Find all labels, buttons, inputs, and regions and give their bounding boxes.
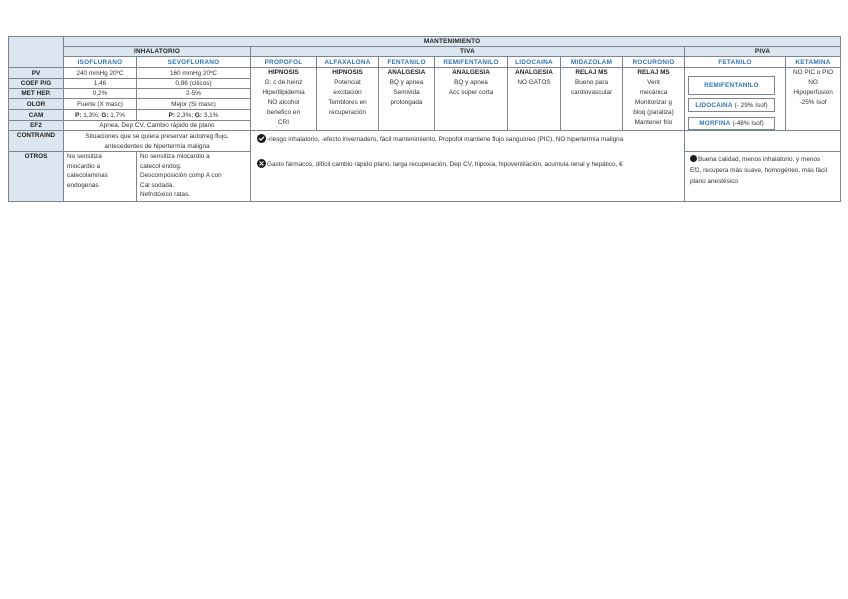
isoflurano-otros (64, 152, 137, 202)
check-circle-icon (257, 134, 266, 143)
propofol-note: G: c de heinz (264, 79, 303, 86)
alfaxalona-note: recuperación (329, 109, 366, 116)
isoflurano-met: 0,2% (64, 89, 137, 99)
remifentanilo-note: Acc super corta (448, 89, 494, 96)
row-label-cam: CAM (9, 110, 64, 121)
row-label-coef: COEF P/G (9, 79, 64, 89)
cam-p-value: 1,3%; (81, 111, 102, 119)
alfaxalona-effect: HIPNOSIS (332, 69, 363, 76)
propofol-notes (251, 68, 317, 131)
cam-p-label: P: (168, 111, 176, 119)
piva-item-name: LIDOCAINA (695, 101, 733, 109)
row-label-otros: OTROS (9, 152, 64, 202)
sevoflurano-met: 2-5% (137, 89, 251, 99)
alfaxalona-note: Temblores en (328, 99, 367, 106)
piva-item-note: (-48% Isof) (732, 120, 764, 127)
rocuronio-notes (623, 68, 685, 131)
piva-item-lidocaina (688, 98, 775, 112)
filled-circle-icon (690, 155, 697, 162)
lidocaina-effect: ANALGESIA (515, 69, 553, 76)
column-header-lidocaina: LIDOCAINA (508, 57, 561, 68)
tiva-pros-cons (251, 131, 685, 202)
rocuronio-note: Monitorizar g (635, 99, 672, 106)
row-label-pv: PV (9, 68, 64, 79)
otros-line: No sensitiza miocardio a (140, 153, 210, 160)
row-label-ef2: EF2 (9, 121, 64, 131)
inhalatorio-contraind: Situaciones que se quiera preservar autorreg flujo, antecedentes de hipertermia maligna (64, 131, 251, 152)
fentanilo-note: BQ y apnea (389, 79, 424, 86)
ketamina-notes (786, 68, 841, 131)
otros-line: catecolaminas (67, 172, 108, 180)
cam-g-label: G: (194, 111, 203, 119)
midazolam-notes (561, 68, 623, 131)
isoflurano-olor: Fuerte (X masc) (64, 99, 137, 110)
column-header-fetanilo: FETANILO (685, 57, 786, 68)
remifentanilo-effect: ANALGESIA (452, 69, 490, 76)
propofol-effect: HIPNOSIS (268, 69, 299, 76)
rocuronio-note: mecánica (639, 89, 668, 96)
sevoflurano-cam (137, 110, 251, 121)
inhalatorio-ef2: Apnea, Dep CV, Cambio rápido de plano (64, 121, 251, 131)
row-label-contraind: CONTRAIND (9, 131, 64, 152)
propofol-note: CRI (277, 119, 289, 126)
isoflurano-pv: 240 mmHg 20ºC (64, 68, 137, 79)
otros-line: miocardio a (67, 162, 101, 170)
row-label-olor: OLOR (9, 99, 64, 110)
column-header-fentanilo: FENTANILO (379, 57, 435, 68)
propofol-note: NO alcohol (267, 99, 300, 106)
cam-g-label: G: (101, 111, 109, 119)
group-tiva: TIVA (251, 47, 685, 57)
fentanilo-notes (379, 68, 435, 131)
lidocaina-notes (508, 68, 561, 131)
cam-p-value: 2,3%; (175, 111, 195, 119)
ketamina-note: Hipoperfusión (793, 89, 833, 96)
tiva-pros (257, 134, 674, 145)
column-header-isoflurano: ISOFLURANO (64, 57, 137, 68)
fentanilo-note: Semivida (393, 89, 420, 96)
propofol-note: Hipertlipidemia (262, 89, 305, 96)
otros-line: Descomposición comp A con (140, 172, 222, 180)
sevoflurano-olor: Mejor (Si masc) (137, 99, 251, 110)
propofol-note: benefico en (266, 109, 301, 116)
otros-line: No sensitiza (67, 153, 102, 160)
tiva-pros-text: -riesgo inhalatorio, -efecto invernadero, fácil mantenimiento, Propofol mantiene flujo sanguíneo (PIC), NO hipertermia maligna (267, 136, 624, 143)
rocuronio-note: Vent (647, 79, 660, 86)
column-header-remifentanilo: REMIFENTANILO (435, 57, 508, 68)
midazolam-note: Bueno para (574, 79, 609, 86)
piva-item-remifentanilo (688, 76, 775, 95)
sevoflurano-coef: 0,86 (citicos) (137, 79, 251, 89)
row-label-met: MET HEP. (9, 89, 64, 99)
x-circle-icon (257, 159, 266, 168)
otros-line: Cal sodada. (140, 181, 175, 189)
remifentanilo-notes (435, 68, 508, 131)
column-header-ketamina: KETAMINA (786, 57, 841, 68)
cam-g-value: 1,7% (108, 111, 125, 119)
rocuronio-effect: RELAJ MS (637, 69, 670, 76)
alfaxalona-notes (317, 68, 379, 131)
isoflurano-cam (64, 110, 137, 121)
anesthesia-maintenance-table (8, 36, 841, 202)
column-header-sevoflurano: SEVOFLURANO (137, 57, 251, 68)
piva-contraind (685, 131, 841, 152)
sevoflurano-pv: 160 mmHg 20ºC (137, 68, 251, 79)
piva-item-morfina (688, 117, 775, 130)
column-header-rocuronio: ROCURONIO (623, 57, 685, 68)
fentanilo-effect: ANALGESIA (387, 69, 426, 76)
remifentanilo-note: BQ y apnea (454, 79, 488, 86)
otros-line: endogenas (67, 181, 99, 189)
lidocaina-note: NO GATOS (517, 79, 551, 86)
group-piva: PIVA (685, 47, 841, 57)
fentanilo-note: prolongada (390, 99, 423, 106)
cam-g-value: 3,1% (202, 111, 219, 119)
piva-item-name: REMIFENTANILO (704, 82, 759, 89)
column-header-propofol: PROPOFOL (251, 57, 317, 68)
isoflurano-coef: 1,46 (64, 79, 137, 89)
piva-items-list (685, 68, 785, 130)
corner-cell (9, 37, 64, 68)
rocuronio-note: bloq (paraliza) (633, 109, 674, 116)
maintenance-table-sheet (8, 36, 840, 202)
table-title: MANTENIMIENTO (64, 37, 841, 47)
group-inhalatorio: INHALATORIO (64, 47, 251, 57)
column-header-midazolam: MIDAZOLAM (561, 57, 623, 68)
piva-summary-text: Buena calidad, menos inhalatorio. y menos Ef2, recupera más suave, homogéneo, más fácil plano anestésico (690, 156, 828, 185)
midazolam-note: cardiovascular (570, 89, 613, 96)
ketamina-note: NO PIC o PIO (792, 69, 834, 76)
piva-item-name: MORFINA (699, 120, 731, 127)
alfaxalona-note: excitación (333, 89, 362, 96)
ketamina-note: NO (808, 79, 818, 86)
ketamina-note: -25% Isof (799, 99, 827, 106)
midazolam-effect: RELAJ MS (575, 69, 608, 76)
piva-item-note: (- 29% Isof) (734, 101, 768, 109)
cam-p-label: P: (75, 111, 82, 119)
otros-line: Nefrotóxico ratas. (140, 191, 191, 199)
piva-fetanilo-cell (685, 68, 786, 131)
tiva-cons-text: Gasto fármacos, difícil cambio rápido plano, larga recuperación, Dep CV, hipoxia, hipoventilación, acumula renal y hepático, € (267, 161, 623, 168)
piva-summary (685, 152, 841, 202)
otros-line: catecol endog. (140, 162, 182, 170)
column-header-alfaxalona: ALFAXALONA (317, 57, 379, 68)
rocuronio-note: Mantener frio (634, 119, 673, 126)
tiva-cons (257, 159, 674, 170)
sevoflurano-otros (137, 152, 251, 202)
alfaxalona-note: Potenciat (334, 79, 361, 86)
